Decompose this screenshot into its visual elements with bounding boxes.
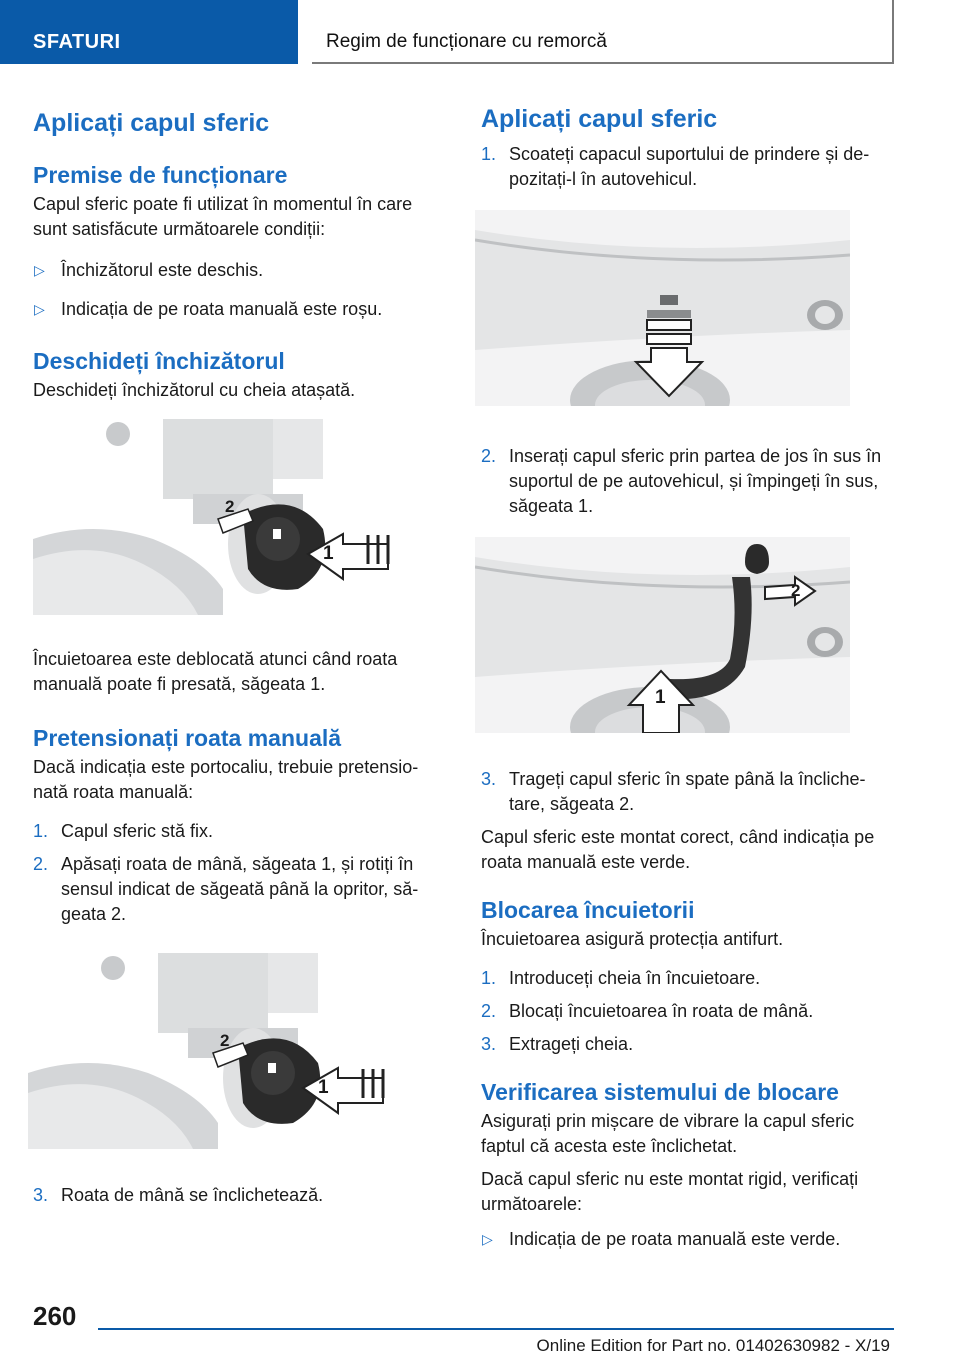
mounted-text: Capul sferic este montat corect, când indicația pe roata manuală este verde. xyxy=(481,827,875,872)
arrow-label-2: 2 xyxy=(225,497,235,516)
premise-text: Capul sferic poate fi utilizat în momentul în care sunt satisfăcute următoarele condiții: xyxy=(33,194,413,239)
tow-hitch-lock-illustration xyxy=(33,419,403,615)
verify-heading: Verificarea sistemului de blocare xyxy=(481,1079,839,1105)
open-text: Deschideți închizătorul cu cheia atașată. xyxy=(33,380,356,400)
list-item: ▷ Indicația de pe roata manuală este roșu. xyxy=(33,297,438,322)
list-item: 1. Scoateți capacul suportului de prindere și de-pozitați-l în autovehicul. xyxy=(481,144,870,189)
edition-text: Online Edition for Part no. 01402630982 - X/19 xyxy=(536,1336,890,1355)
triangle-bullet-icon: ▷ xyxy=(34,301,45,317)
page-number: 260 xyxy=(33,1301,77,1331)
premise-heading: Premise de funcționare xyxy=(33,162,288,188)
chapter-header xyxy=(312,0,894,64)
open-caption: Încuietoarea este deblocată atunci când roata manuală poate fi presată, săgeata 1. xyxy=(33,649,398,694)
pretension-heading: Pretensionați roata manuală xyxy=(33,725,342,751)
list-item: 2. Apăsați roata de mână, săgeata 1, și rotiți în sensul indicat de săgeată până la opritor, să-geata 2. xyxy=(33,854,419,924)
arrow-label-1: 1 xyxy=(655,687,666,708)
verify-text-1: Asigurați prin mișcare de vibrare la capul sferic faptul că acesta este înclichetat. xyxy=(481,1111,855,1156)
bumper-cover-figure xyxy=(475,210,850,406)
list-item: ▷ Închizătorul este deschis. xyxy=(33,258,438,283)
pretension-text: Dacă indicația este portocaliu, trebuie pretensio-nată roata manuală: xyxy=(33,757,419,802)
footer-divider xyxy=(98,1328,894,1330)
ball-head-figure xyxy=(475,537,850,733)
lock-figure-1 xyxy=(33,419,403,615)
list-item: 1. Capul sferic stă fix. xyxy=(33,821,214,841)
verify-text-2: Dacă capul sferic nu este montat rigid, verificați următoarele: xyxy=(481,1169,859,1214)
open-heading: Deschideți închizătorul xyxy=(33,348,285,374)
section-title: SFATURI xyxy=(33,31,121,53)
left-column xyxy=(33,100,438,1208)
arrow-label-2: 2 xyxy=(220,1031,230,1050)
arrow-label-1: 1 xyxy=(323,543,334,564)
tow-hitch-wheel-illustration xyxy=(28,953,398,1149)
section-tab xyxy=(0,0,298,64)
lock-figure-2 xyxy=(28,953,398,1149)
right-main-title: Aplicați capul sferic xyxy=(481,105,718,133)
list-item: ▷ Indicația de pe roata manuală este verde. xyxy=(481,1227,896,1252)
list-item: 3. Extrageți cheia. xyxy=(481,1034,634,1054)
arrow-label-2: 2 xyxy=(791,581,801,600)
chapter-title: Regim de funcționare cu remorcă xyxy=(326,31,607,52)
rear-bumper-illustration xyxy=(475,210,850,406)
list-item: 1. Introduceți cheia în încuietoare. xyxy=(481,968,761,988)
list-item: 2. Blocați încuietoarea în roata de mână. xyxy=(481,1001,814,1021)
list-item: 2. Inserați capul sferic prin partea de jos în sus în suportul de pe autovehicul, și împingeți în sus, săgeata 1. xyxy=(481,446,882,516)
triangle-bullet-icon: ▷ xyxy=(482,1231,493,1247)
right-column xyxy=(481,100,896,1252)
triangle-bullet-icon: ▷ xyxy=(34,262,45,278)
lock-text: Încuietoarea asigură protecția antifurt. xyxy=(481,929,784,949)
left-main-title: Aplicați capul sferic xyxy=(33,109,270,137)
list-item: 3. Roata de mână se înclichetează. xyxy=(33,1185,324,1205)
arrow-label-1: 1 xyxy=(318,1077,329,1098)
lock-heading: Blocarea încuietorii xyxy=(481,897,695,923)
list-item: 3. Trageți capul sferic în spate până la încliche-tare, săgeata 2. xyxy=(481,769,866,814)
